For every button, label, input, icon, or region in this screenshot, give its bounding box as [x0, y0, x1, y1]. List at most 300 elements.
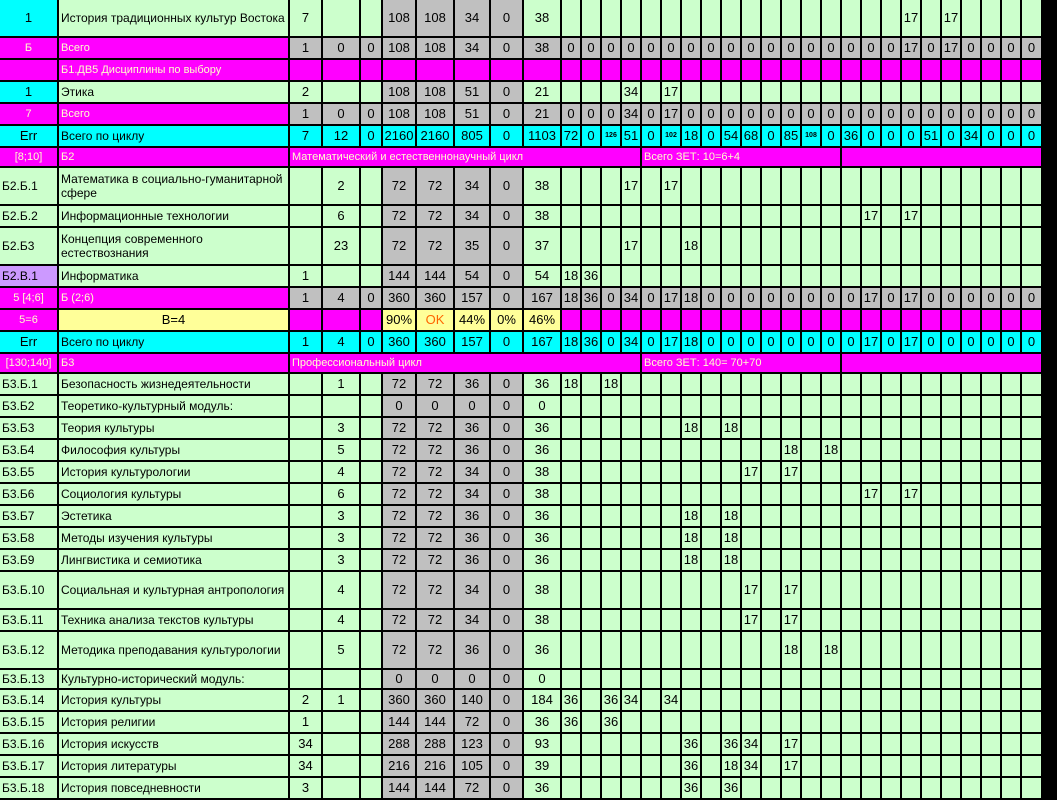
spreadsheet-cell[interactable] [922, 550, 942, 572]
spreadsheet-cell[interactable] [682, 610, 702, 632]
spreadsheet-cell[interactable] [922, 572, 942, 610]
spreadsheet-cell[interactable] [290, 168, 323, 206]
spreadsheet-cell[interactable] [902, 550, 922, 572]
spreadsheet-cell[interactable] [682, 484, 702, 506]
spreadsheet-cell[interactable]: 0 [902, 126, 922, 148]
row-code-cell[interactable]: Б2.Б.1 [0, 168, 59, 206]
spreadsheet-cell[interactable]: 38 [524, 0, 562, 38]
spreadsheet-cell[interactable] [642, 462, 662, 484]
spreadsheet-cell[interactable]: 184 [524, 690, 562, 712]
spreadsheet-cell[interactable] [742, 712, 762, 734]
spreadsheet-cell[interactable]: 1 [290, 288, 323, 310]
spreadsheet-cell[interactable]: 0 [882, 126, 902, 148]
spreadsheet-cell[interactable]: 0 [742, 288, 762, 310]
spreadsheet-cell[interactable] [882, 712, 902, 734]
spreadsheet-cell[interactable] [642, 572, 662, 610]
spreadsheet-cell[interactable] [602, 266, 622, 288]
spreadsheet-cell[interactable] [361, 484, 383, 506]
spreadsheet-cell[interactable] [902, 610, 922, 632]
spreadsheet-cell[interactable] [842, 670, 862, 690]
spreadsheet-cell[interactable] [582, 0, 602, 38]
spreadsheet-cell[interactable] [290, 572, 323, 610]
spreadsheet-cell[interactable]: 0 [383, 670, 417, 690]
spreadsheet-cell[interactable] [1022, 228, 1043, 266]
discipline-name-cell[interactable]: История повседневности [59, 778, 290, 800]
discipline-name-cell[interactable]: История искусств [59, 734, 290, 756]
row-code-cell[interactable]: [130;140] [0, 354, 59, 374]
spreadsheet-cell[interactable] [922, 60, 942, 82]
spreadsheet-cell[interactable] [882, 632, 902, 670]
spreadsheet-cell[interactable] [642, 610, 662, 632]
spreadsheet-cell[interactable]: 7 [290, 126, 323, 148]
spreadsheet-cell[interactable] [642, 374, 662, 396]
spreadsheet-cell[interactable] [982, 712, 1002, 734]
spreadsheet-cell[interactable] [662, 0, 682, 38]
row-code-cell[interactable]: Б3.Б.1 [0, 374, 59, 396]
spreadsheet-cell[interactable]: 72 [455, 778, 491, 800]
spreadsheet-cell[interactable] [762, 670, 782, 690]
spreadsheet-cell[interactable] [323, 266, 361, 288]
spreadsheet-cell[interactable]: 157 [455, 288, 491, 310]
spreadsheet-cell[interactable] [662, 610, 682, 632]
spreadsheet-cell[interactable]: 72 [383, 418, 417, 440]
spreadsheet-cell[interactable]: 0 [882, 104, 902, 126]
spreadsheet-cell[interactable] [702, 550, 722, 572]
spreadsheet-cell[interactable] [622, 610, 642, 632]
spreadsheet-cell[interactable]: 17 [662, 168, 682, 206]
spreadsheet-cell[interactable] [922, 506, 942, 528]
spreadsheet-cell[interactable] [323, 396, 361, 418]
spreadsheet-cell[interactable] [982, 60, 1002, 82]
spreadsheet-cell[interactable]: 0 [602, 104, 622, 126]
discipline-name-cell[interactable]: Методы изучения культуры [59, 528, 290, 550]
spreadsheet-cell[interactable] [642, 484, 662, 506]
spreadsheet-cell[interactable] [742, 670, 762, 690]
spreadsheet-cell[interactable]: 36 [602, 690, 622, 712]
spreadsheet-cell[interactable] [802, 82, 822, 104]
spreadsheet-cell[interactable] [842, 778, 862, 800]
spreadsheet-cell[interactable] [642, 60, 662, 82]
spreadsheet-cell[interactable]: Профессиональный цикл [290, 354, 642, 374]
spreadsheet-cell[interactable]: 0 [1002, 104, 1022, 126]
spreadsheet-cell[interactable]: 36 [582, 266, 602, 288]
spreadsheet-cell[interactable] [290, 550, 323, 572]
spreadsheet-cell[interactable] [662, 396, 682, 418]
spreadsheet-cell[interactable] [722, 396, 742, 418]
spreadsheet-cell[interactable] [922, 440, 942, 462]
spreadsheet-cell[interactable]: 0 [922, 288, 942, 310]
spreadsheet-cell[interactable] [622, 418, 642, 440]
spreadsheet-cell[interactable]: 17 [622, 168, 642, 206]
spreadsheet-cell[interactable] [842, 462, 862, 484]
spreadsheet-cell[interactable] [782, 418, 802, 440]
spreadsheet-cell[interactable] [762, 528, 782, 550]
spreadsheet-cell[interactable]: 2160 [383, 126, 417, 148]
spreadsheet-cell[interactable] [1022, 690, 1043, 712]
spreadsheet-cell[interactable] [662, 756, 682, 778]
spreadsheet-cell[interactable]: 3 [323, 550, 361, 572]
spreadsheet-cell[interactable] [742, 82, 762, 104]
spreadsheet-cell[interactable] [882, 82, 902, 104]
spreadsheet-cell[interactable] [802, 506, 822, 528]
spreadsheet-cell[interactable]: 72 [383, 610, 417, 632]
spreadsheet-cell[interactable]: 0 [491, 266, 524, 288]
spreadsheet-cell[interactable]: 0 [361, 126, 383, 148]
spreadsheet-cell[interactable] [882, 206, 902, 228]
spreadsheet-cell[interactable] [982, 670, 1002, 690]
spreadsheet-cell[interactable] [562, 632, 582, 670]
spreadsheet-cell[interactable] [702, 396, 722, 418]
spreadsheet-cell[interactable] [902, 228, 922, 266]
spreadsheet-cell[interactable]: 0 [491, 418, 524, 440]
spreadsheet-cell[interactable] [361, 266, 383, 288]
spreadsheet-cell[interactable] [602, 440, 622, 462]
spreadsheet-cell[interactable]: 7 [290, 0, 323, 38]
spreadsheet-cell[interactable] [782, 506, 802, 528]
spreadsheet-cell[interactable]: 36 [455, 528, 491, 550]
row-code-cell[interactable]: [8;10] [0, 148, 59, 168]
spreadsheet-cell[interactable]: 0 [662, 38, 682, 60]
spreadsheet-cell[interactable]: 0 [1022, 38, 1043, 60]
spreadsheet-cell[interactable] [361, 310, 383, 332]
spreadsheet-cell[interactable] [722, 712, 742, 734]
spreadsheet-cell[interactable] [582, 632, 602, 670]
spreadsheet-cell[interactable] [782, 374, 802, 396]
spreadsheet-cell[interactable] [702, 266, 722, 288]
spreadsheet-cell[interactable] [842, 756, 862, 778]
spreadsheet-cell[interactable]: 0 [562, 104, 582, 126]
spreadsheet-cell[interactable] [742, 168, 762, 206]
spreadsheet-cell[interactable]: 72 [417, 168, 455, 206]
spreadsheet-cell[interactable]: 0 [602, 332, 622, 354]
spreadsheet-cell[interactable] [862, 712, 882, 734]
spreadsheet-cell[interactable] [662, 778, 682, 800]
spreadsheet-cell[interactable] [922, 374, 942, 396]
spreadsheet-cell[interactable] [902, 310, 922, 332]
spreadsheet-cell[interactable] [290, 632, 323, 670]
spreadsheet-cell[interactable] [762, 206, 782, 228]
spreadsheet-cell[interactable] [842, 550, 862, 572]
spreadsheet-cell[interactable] [842, 528, 862, 550]
spreadsheet-cell[interactable] [361, 60, 383, 82]
spreadsheet-cell[interactable] [902, 82, 922, 104]
row-code-cell[interactable]: Б3.Б9 [0, 550, 59, 572]
spreadsheet-cell[interactable] [822, 462, 842, 484]
spreadsheet-cell[interactable] [922, 168, 942, 206]
spreadsheet-cell[interactable] [582, 206, 602, 228]
spreadsheet-cell[interactable] [290, 396, 323, 418]
spreadsheet-cell[interactable]: 18 [562, 374, 582, 396]
spreadsheet-cell[interactable] [1002, 484, 1022, 506]
spreadsheet-cell[interactable] [682, 690, 702, 712]
spreadsheet-cell[interactable] [562, 60, 582, 82]
spreadsheet-cell[interactable]: 157 [455, 332, 491, 354]
spreadsheet-cell[interactable] [642, 632, 662, 670]
spreadsheet-cell[interactable]: 0 [782, 38, 802, 60]
spreadsheet-cell[interactable]: 0 [782, 288, 802, 310]
spreadsheet-cell[interactable] [942, 206, 962, 228]
spreadsheet-cell[interactable]: 144 [417, 712, 455, 734]
spreadsheet-cell[interactable]: 0 [942, 288, 962, 310]
discipline-name-cell[interactable]: История традиционных культур Востока [59, 0, 290, 38]
row-code-cell[interactable]: Б3.Б.16 [0, 734, 59, 756]
spreadsheet-cell[interactable] [982, 778, 1002, 800]
spreadsheet-cell[interactable] [682, 374, 702, 396]
spreadsheet-cell[interactable] [702, 610, 722, 632]
spreadsheet-cell[interactable]: 46% [524, 310, 562, 332]
spreadsheet-cell[interactable] [942, 440, 962, 462]
spreadsheet-cell[interactable] [862, 396, 882, 418]
spreadsheet-cell[interactable] [842, 610, 862, 632]
spreadsheet-cell[interactable] [742, 310, 762, 332]
spreadsheet-cell[interactable] [1022, 206, 1043, 228]
spreadsheet-cell[interactable]: 72 [383, 484, 417, 506]
spreadsheet-cell[interactable] [982, 506, 1002, 528]
spreadsheet-cell[interactable] [802, 310, 822, 332]
row-code-cell[interactable]: Б2.В.1 [0, 266, 59, 288]
spreadsheet-cell[interactable] [582, 690, 602, 712]
spreadsheet-cell[interactable]: 0 [1022, 288, 1043, 310]
spreadsheet-cell[interactable]: 0 [802, 288, 822, 310]
spreadsheet-cell[interactable]: 0 [524, 670, 562, 690]
discipline-name-cell[interactable]: Концепция современного естествознания [59, 228, 290, 266]
spreadsheet-cell[interactable] [922, 734, 942, 756]
spreadsheet-cell[interactable] [922, 756, 942, 778]
spreadsheet-cell[interactable] [762, 632, 782, 670]
spreadsheet-cell[interactable]: 0 [822, 288, 842, 310]
spreadsheet-cell[interactable] [862, 266, 882, 288]
spreadsheet-cell[interactable] [842, 228, 862, 266]
spreadsheet-cell[interactable]: 72 [383, 440, 417, 462]
spreadsheet-cell[interactable] [582, 734, 602, 756]
spreadsheet-cell[interactable] [822, 734, 842, 756]
discipline-name-cell[interactable]: Социальная и культурная антропология [59, 572, 290, 610]
spreadsheet-cell[interactable]: 18 [682, 506, 702, 528]
spreadsheet-cell[interactable]: 0 [822, 38, 842, 60]
spreadsheet-cell[interactable]: 1 [323, 690, 361, 712]
spreadsheet-cell[interactable] [762, 168, 782, 206]
spreadsheet-cell[interactable] [962, 418, 982, 440]
spreadsheet-cell[interactable] [822, 60, 842, 82]
spreadsheet-cell[interactable] [602, 0, 622, 38]
spreadsheet-cell[interactable] [922, 632, 942, 670]
spreadsheet-cell[interactable]: 0 [491, 0, 524, 38]
spreadsheet-cell[interactable]: 0 [702, 332, 722, 354]
spreadsheet-cell[interactable] [782, 228, 802, 266]
spreadsheet-cell[interactable] [702, 484, 722, 506]
spreadsheet-cell[interactable] [642, 778, 662, 800]
spreadsheet-cell[interactable] [290, 440, 323, 462]
spreadsheet-cell[interactable] [682, 206, 702, 228]
spreadsheet-cell[interactable] [962, 0, 982, 38]
spreadsheet-cell[interactable] [862, 610, 882, 632]
spreadsheet-cell[interactable] [922, 310, 942, 332]
spreadsheet-cell[interactable] [323, 734, 361, 756]
spreadsheet-cell[interactable] [622, 506, 642, 528]
spreadsheet-cell[interactable]: 36 [455, 418, 491, 440]
spreadsheet-cell[interactable]: 17 [902, 484, 922, 506]
spreadsheet-cell[interactable] [1022, 778, 1043, 800]
spreadsheet-cell[interactable] [602, 632, 622, 670]
spreadsheet-cell[interactable]: 144 [417, 778, 455, 800]
spreadsheet-cell[interactable] [602, 462, 622, 484]
spreadsheet-cell[interactable]: 0 [982, 126, 1002, 148]
spreadsheet-cell[interactable]: 17 [862, 206, 882, 228]
spreadsheet-cell[interactable] [742, 506, 762, 528]
spreadsheet-cell[interactable] [922, 0, 942, 38]
spreadsheet-cell[interactable]: 0 [642, 126, 662, 148]
spreadsheet-cell[interactable] [962, 396, 982, 418]
spreadsheet-cell[interactable] [942, 374, 962, 396]
spreadsheet-cell[interactable]: 0 [842, 332, 862, 354]
spreadsheet-cell[interactable] [962, 374, 982, 396]
spreadsheet-cell[interactable]: 0 [962, 38, 982, 60]
row-code-cell[interactable]: 5 [4;6] [0, 288, 59, 310]
spreadsheet-cell[interactable] [361, 168, 383, 206]
spreadsheet-cell[interactable] [662, 528, 682, 550]
spreadsheet-cell[interactable] [862, 506, 882, 528]
spreadsheet-cell[interactable] [582, 610, 602, 632]
spreadsheet-cell[interactable]: 34 [290, 756, 323, 778]
discipline-name-cell[interactable]: Теория культуры [59, 418, 290, 440]
spreadsheet-cell[interactable] [842, 440, 862, 462]
spreadsheet-cell[interactable]: 0 [902, 104, 922, 126]
spreadsheet-cell[interactable]: 0 [982, 38, 1002, 60]
spreadsheet-cell[interactable]: 1 [290, 712, 323, 734]
spreadsheet-cell[interactable] [742, 632, 762, 670]
discipline-name-cell[interactable]: Б (2;6) [59, 288, 290, 310]
spreadsheet-cell[interactable] [722, 82, 742, 104]
spreadsheet-cell[interactable]: 0 [782, 104, 802, 126]
spreadsheet-cell[interactable] [361, 778, 383, 800]
spreadsheet-cell[interactable] [1022, 396, 1043, 418]
spreadsheet-cell[interactable]: 72 [383, 206, 417, 228]
spreadsheet-cell[interactable]: 0 [802, 38, 822, 60]
spreadsheet-cell[interactable]: 36 [524, 528, 562, 550]
spreadsheet-cell[interactable] [1022, 632, 1043, 670]
spreadsheet-cell[interactable]: 85 [782, 126, 802, 148]
spreadsheet-cell[interactable] [942, 168, 962, 206]
spreadsheet-cell[interactable]: 0 [491, 168, 524, 206]
spreadsheet-cell[interactable] [762, 778, 782, 800]
spreadsheet-cell[interactable] [622, 60, 642, 82]
spreadsheet-cell[interactable] [782, 168, 802, 206]
spreadsheet-cell[interactable] [682, 712, 702, 734]
spreadsheet-cell[interactable] [562, 310, 582, 332]
spreadsheet-cell[interactable] [822, 506, 842, 528]
spreadsheet-cell[interactable] [722, 610, 742, 632]
spreadsheet-cell[interactable] [802, 632, 822, 670]
spreadsheet-cell[interactable] [1022, 418, 1043, 440]
discipline-name-cell[interactable]: Информационные технологии [59, 206, 290, 228]
spreadsheet-cell[interactable] [942, 396, 962, 418]
spreadsheet-cell[interactable]: 0 [762, 126, 782, 148]
spreadsheet-cell[interactable]: 51 [622, 126, 642, 148]
spreadsheet-cell[interactable]: 18 [722, 418, 742, 440]
spreadsheet-cell[interactable] [323, 778, 361, 800]
spreadsheet-cell[interactable] [922, 778, 942, 800]
spreadsheet-cell[interactable] [842, 484, 862, 506]
spreadsheet-cell[interactable] [842, 206, 862, 228]
spreadsheet-cell[interactable]: 0 [862, 104, 882, 126]
spreadsheet-cell[interactable] [1022, 506, 1043, 528]
spreadsheet-cell[interactable]: 17 [942, 0, 962, 38]
spreadsheet-cell[interactable] [822, 572, 842, 610]
spreadsheet-cell[interactable]: 36 [582, 288, 602, 310]
spreadsheet-cell[interactable] [742, 266, 762, 288]
spreadsheet-cell[interactable]: 0 [491, 778, 524, 800]
spreadsheet-cell[interactable] [742, 206, 762, 228]
spreadsheet-cell[interactable]: 0 [491, 126, 524, 148]
spreadsheet-cell[interactable]: 0 [491, 38, 524, 60]
spreadsheet-cell[interactable]: 21 [524, 82, 562, 104]
spreadsheet-cell[interactable]: 18 [562, 332, 582, 354]
spreadsheet-cell[interactable] [922, 228, 942, 266]
spreadsheet-cell[interactable] [782, 396, 802, 418]
spreadsheet-cell[interactable] [682, 310, 702, 332]
spreadsheet-cell[interactable] [782, 266, 802, 288]
spreadsheet-cell[interactable]: 0 [862, 126, 882, 148]
spreadsheet-cell[interactable] [982, 484, 1002, 506]
spreadsheet-cell[interactable] [562, 734, 582, 756]
spreadsheet-cell[interactable]: 0 [455, 396, 491, 418]
spreadsheet-cell[interactable] [882, 396, 902, 418]
spreadsheet-cell[interactable] [982, 572, 1002, 610]
spreadsheet-cell[interactable] [1022, 572, 1043, 610]
spreadsheet-cell[interactable]: 6 [323, 206, 361, 228]
spreadsheet-cell[interactable] [682, 82, 702, 104]
spreadsheet-cell[interactable] [582, 670, 602, 690]
spreadsheet-cell[interactable]: 72 [383, 374, 417, 396]
spreadsheet-cell[interactable]: 0 [491, 610, 524, 632]
spreadsheet-cell[interactable] [361, 396, 383, 418]
spreadsheet-cell[interactable]: 34 [455, 572, 491, 610]
spreadsheet-cell[interactable]: 36 [524, 418, 562, 440]
spreadsheet-cell[interactable]: 0 [455, 670, 491, 690]
spreadsheet-cell[interactable]: 0 [802, 332, 822, 354]
spreadsheet-cell[interactable]: 18 [682, 332, 702, 354]
spreadsheet-cell[interactable] [822, 206, 842, 228]
spreadsheet-cell[interactable]: 0 [702, 38, 722, 60]
spreadsheet-cell[interactable]: 360 [417, 332, 455, 354]
spreadsheet-cell[interactable] [622, 266, 642, 288]
spreadsheet-cell[interactable]: 0 [582, 126, 602, 148]
spreadsheet-cell[interactable]: 17 [782, 462, 802, 484]
spreadsheet-cell[interactable] [682, 572, 702, 610]
spreadsheet-cell[interactable] [1002, 528, 1022, 550]
spreadsheet-cell[interactable] [762, 82, 782, 104]
spreadsheet-cell[interactable] [1002, 550, 1022, 572]
spreadsheet-cell[interactable] [862, 418, 882, 440]
spreadsheet-cell[interactable] [662, 440, 682, 462]
spreadsheet-cell[interactable]: 0 [491, 550, 524, 572]
spreadsheet-cell[interactable] [862, 572, 882, 610]
spreadsheet-cell[interactable]: 0 [491, 288, 524, 310]
spreadsheet-cell[interactable] [722, 670, 742, 690]
spreadsheet-cell[interactable]: 0 [922, 38, 942, 60]
spreadsheet-cell[interactable] [762, 228, 782, 266]
spreadsheet-cell[interactable]: 0 [602, 288, 622, 310]
spreadsheet-cell[interactable] [862, 0, 882, 38]
spreadsheet-cell[interactable] [1022, 756, 1043, 778]
spreadsheet-cell[interactable] [762, 712, 782, 734]
spreadsheet-cell[interactable] [862, 756, 882, 778]
spreadsheet-cell[interactable]: 0 [491, 670, 524, 690]
spreadsheet-cell[interactable] [842, 168, 862, 206]
spreadsheet-cell[interactable] [602, 206, 622, 228]
spreadsheet-cell[interactable] [782, 82, 802, 104]
spreadsheet-cell[interactable] [822, 484, 842, 506]
